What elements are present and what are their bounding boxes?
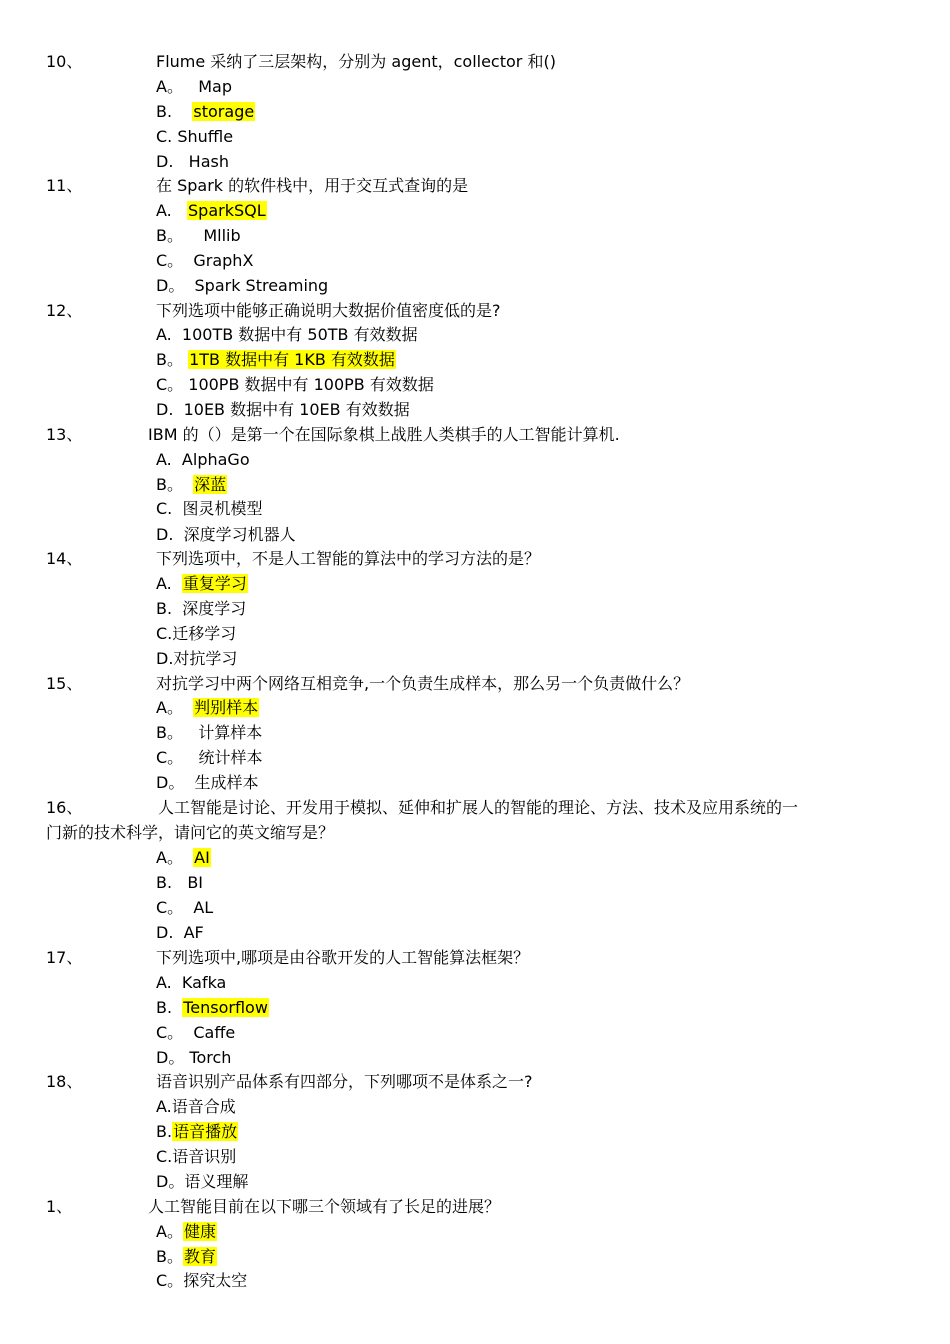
option [156, 847, 211, 869]
answer-highlight: 语音播放 [173, 1122, 238, 1141]
question-text: 语音识别产品体系有四部分，下列哪项不是体系之一? [156, 1072, 533, 1091]
option-prefix: B。 [156, 1247, 183, 1266]
question-text: 在 Spark 的软件栈中，用于交互式查询的是 [156, 176, 469, 195]
option [156, 573, 248, 595]
option [156, 399, 410, 421]
option-text: 计算样本 [198, 723, 263, 742]
question-text: 下列选项中能够正确说明大数据价值密度低的是? [156, 301, 501, 320]
option-text: 图灵机模型 [182, 499, 263, 518]
option-prefix: A. [156, 450, 182, 469]
question-number: 15、 [46, 674, 83, 693]
option [156, 722, 262, 744]
option-text: 100PB 数据中有 100PB 有效数据 [188, 375, 434, 394]
option-text: 迁移学习 [172, 624, 237, 643]
option-prefix: D. [156, 400, 184, 419]
option [156, 697, 259, 719]
option [156, 498, 262, 520]
option [156, 1096, 236, 1118]
question-text: 下列选项中，不是人工智能的算法中的学习方法的是？ [156, 549, 541, 568]
option [156, 922, 204, 944]
question-number: 11、 [46, 176, 83, 195]
option-prefix: A。 [156, 698, 194, 717]
option-text: 生成样本 [194, 773, 259, 792]
question-text: 人工智能是讨论、开发用于模拟、延伸和扩展人的智能的理论、方法、技术及应用系统的一 [158, 798, 799, 817]
option-prefix: B。 [156, 475, 194, 494]
answer-highlight: SparkSQL [188, 201, 266, 220]
option-text: 10EB 数据中有 10EB 有效数据 [183, 400, 410, 419]
option [156, 598, 246, 620]
option-prefix: C。 [156, 898, 194, 917]
option-prefix: C. [156, 127, 178, 146]
question-number: 18、 [46, 1072, 83, 1091]
option-prefix: C。 [156, 1271, 184, 1290]
question-number: 13、 [46, 425, 83, 444]
option [156, 275, 328, 297]
option-prefix: A. [156, 973, 182, 992]
option [156, 872, 203, 894]
option-text: Hash [188, 152, 229, 171]
option-prefix: D. [156, 923, 184, 942]
option-prefix: D. [156, 525, 184, 544]
question-number: 10、 [46, 52, 83, 71]
answer-highlight: 教育 [183, 1247, 216, 1266]
option [156, 997, 269, 1019]
question-text-continued: 门新的技术科学，请问它的英文缩写是？ [46, 823, 335, 842]
answer-highlight: 健康 [183, 1222, 216, 1241]
option-text: Kafka [181, 973, 227, 992]
option [156, 1022, 235, 1044]
option-prefix: D。 [156, 276, 195, 295]
option-prefix: A. [156, 201, 188, 220]
option [156, 225, 241, 247]
question-text: IBM 的（）是第一个在国际象棋上战胜人类棋手的人工智能计算机. [148, 425, 620, 444]
question-number: 12、 [46, 301, 83, 320]
option [156, 1221, 217, 1243]
option-prefix: B. [156, 102, 193, 121]
option-prefix: D. [156, 152, 189, 171]
option-text: 对抗学习 [173, 649, 238, 668]
option-prefix: D. [156, 649, 174, 668]
option-text: GraphX [193, 251, 254, 270]
answer-highlight: 1TB 数据中有 1KB 有效数据 [189, 350, 395, 369]
option [156, 126, 233, 148]
question-number: 14、 [46, 549, 83, 568]
answer-highlight: AI [194, 848, 210, 867]
option-prefix: C. [156, 499, 183, 518]
option [156, 623, 236, 645]
option [156, 1047, 231, 1069]
option [156, 349, 396, 371]
option-text: 语义理解 [184, 1172, 249, 1191]
option-prefix: B。 [156, 723, 199, 742]
option-prefix: A。 [156, 77, 199, 96]
option-text: AF [183, 923, 204, 942]
question-text: 人工智能目前在以下哪三个领域有了长足的进展？ [148, 1197, 501, 1216]
option [156, 772, 259, 794]
option-prefix: B. [156, 873, 188, 892]
option-text: AL [193, 898, 214, 917]
option [156, 747, 262, 769]
question-number: 1、 [46, 1197, 73, 1216]
option [156, 474, 227, 496]
option-prefix: C. [156, 624, 173, 643]
option-text: 语音合成 [171, 1097, 236, 1116]
answer-highlight: storage [193, 102, 255, 121]
option-text: 语音识别 [172, 1147, 237, 1166]
option-prefix: C. [156, 1147, 173, 1166]
option-text: 深度学习机器人 [183, 525, 296, 544]
option-text: Shuffle [177, 127, 234, 146]
option-prefix: B。 [156, 226, 204, 245]
option [156, 972, 226, 994]
option-prefix: A. [156, 1097, 172, 1116]
option-prefix: C。 [156, 251, 194, 270]
option [156, 524, 296, 546]
option [156, 101, 255, 123]
option-prefix: A. [156, 574, 182, 593]
answer-highlight: 判别样本 [194, 698, 259, 717]
option-prefix: B. [156, 998, 183, 1017]
question-number: 16、 [46, 798, 83, 817]
option-prefix: D。 [156, 1172, 185, 1191]
option [156, 200, 267, 222]
option-prefix: B. [156, 599, 183, 618]
question-text: 下列选项中,哪项是由谷歌开发的人工智能算法框架？ [156, 948, 530, 967]
option-text: Caffe [193, 1023, 236, 1042]
option [156, 1121, 238, 1143]
option-prefix: D。 [156, 1048, 190, 1067]
question-number: 17、 [46, 948, 83, 967]
option [156, 374, 434, 396]
option [156, 1171, 248, 1193]
option-prefix: C。 [156, 375, 189, 394]
option-prefix: B. [156, 1122, 173, 1141]
question-text: Flume 采纳了三层架构，分别为 agent，collector 和() [156, 52, 556, 71]
question-text: 对抗学习中两个网络互相竞争,一个负责生成样本，那么另一个负责做什么？ [156, 674, 690, 693]
option-text: AlphaGo [181, 450, 250, 469]
option-text: Mllib [203, 226, 241, 245]
answer-highlight: Tensorflow [183, 998, 268, 1017]
option-text: Torch [189, 1048, 232, 1067]
option [156, 1246, 217, 1268]
option [156, 76, 232, 98]
option-text: 探究太空 [183, 1271, 248, 1290]
option-prefix: A。 [156, 1222, 183, 1241]
option-text: 深度学习 [182, 599, 247, 618]
option [156, 324, 418, 346]
option-prefix: D。 [156, 773, 195, 792]
option-prefix: B。 [156, 350, 189, 369]
option [156, 250, 253, 272]
option-prefix: C。 [156, 748, 199, 767]
option [156, 449, 250, 471]
option-text: BI [187, 873, 204, 892]
option [156, 1270, 247, 1292]
option-text: 100TB 数据中有 50TB 有效数据 [181, 325, 418, 344]
option [156, 648, 237, 670]
option-prefix: A. [156, 325, 182, 344]
option [156, 897, 213, 919]
option-prefix: C。 [156, 1023, 194, 1042]
option [156, 1146, 236, 1168]
answer-highlight: 重复学习 [182, 574, 247, 593]
option-prefix: A。 [156, 848, 194, 867]
option-text: Map [198, 77, 232, 96]
option-text: Spark Streaming [194, 276, 329, 295]
option-text: 统计样本 [198, 748, 263, 767]
answer-highlight: 深蓝 [194, 475, 227, 494]
option [156, 151, 229, 173]
